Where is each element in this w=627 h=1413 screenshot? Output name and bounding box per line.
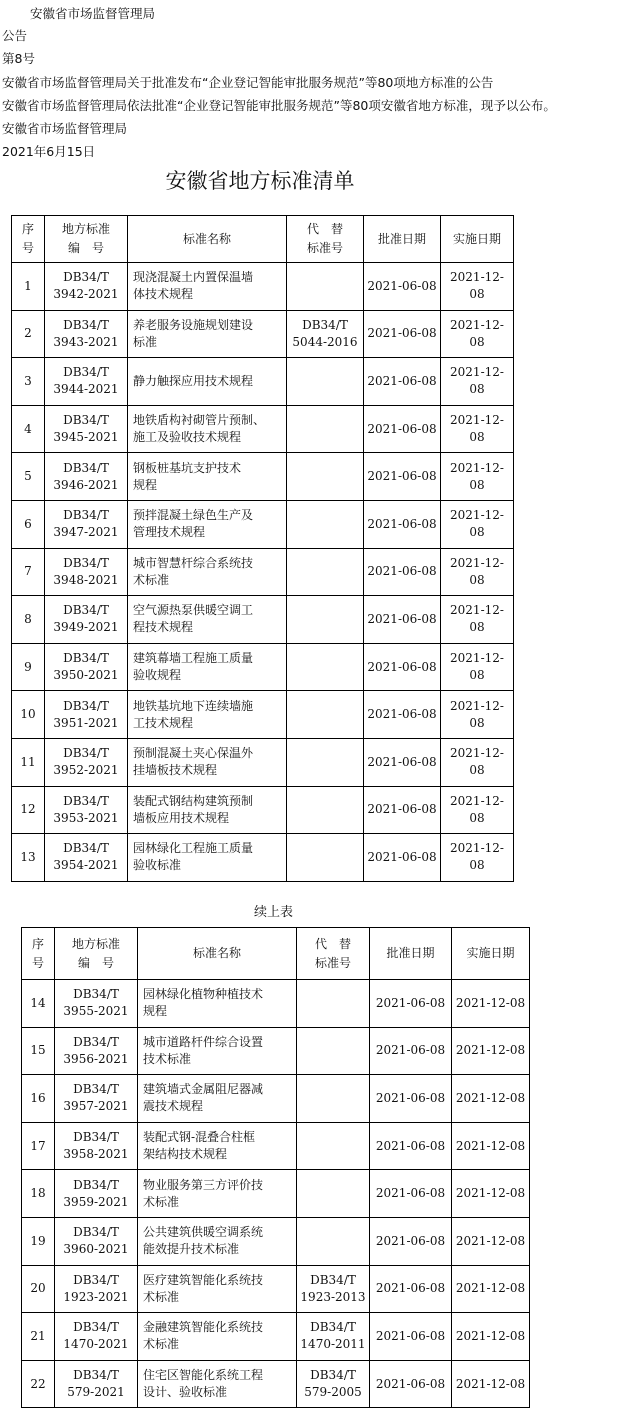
announcement-number: 第8号 [2,51,35,66]
seq-cell: 5 [12,453,45,501]
approve-date-cell: 2021-06-08 [370,1170,452,1218]
replace-cell [287,786,364,834]
seq-cell: 14 [22,980,55,1028]
table-row [22,1170,530,1218]
code-cell: DB34/T 3957-2021 [55,1075,138,1123]
effective-date-cell: 2021-12-08 [452,1170,530,1218]
code-cell: DB34/T 1923-2021 [55,1265,138,1313]
table-row [22,1313,530,1361]
approve-date-cell: 2021-06-08 [364,405,441,453]
col-replace-header: 代 替 标准号 [287,216,364,263]
name-cell: 医疗建筑智能化系统技 术标准 [138,1265,297,1313]
name-cell: 装配式钢-混叠合柱框 架结构技术规程 [138,1122,297,1170]
name-cell: 城市智慧杆综合系统技 术标准 [128,548,287,596]
announcement-heading: 安徽省市场监督管理局关于批准发布“企业登记智能审批服务规范”等80项地方标准的公告 [2,75,494,90]
table-row [12,453,514,501]
code-cell: DB34/T 3951-2021 [45,691,128,739]
approve-date-cell: 2021-06-08 [364,738,441,786]
code-cell: DB34/T 3955-2021 [55,980,138,1028]
code-cell: DB34/T 3952-2021 [45,738,128,786]
replace-cell: DB34/T 1470-2011 [297,1313,370,1361]
replace-cell: DB34/T 5044-2016 [287,310,364,358]
name-cell: 住宅区智能化系统工程 设计、验收标准 [138,1360,297,1408]
effective-date-cell: 2021-12-08 [452,1027,530,1075]
approve-date-cell: 2021-06-08 [364,263,441,311]
approve-date-cell: 2021-06-08 [364,691,441,739]
doc-type: 公告 [2,28,28,43]
replace-cell [287,405,364,453]
name-cell: 建筑幕墙工程施工质量 验收规程 [128,643,287,691]
table-row [22,1122,530,1170]
table-row [22,980,530,1028]
effective-date-cell: 2021-12-08 [452,1075,530,1123]
name-cell: 钢板桩基坑支护技术 规程 [128,453,287,501]
col-seq-header: 序 号 [12,216,45,263]
effective-date-cell: 2021-12-08 [441,596,514,644]
approve-date-cell: 2021-06-08 [364,500,441,548]
name-cell: 现浇混凝土内置保温墙 体技术规程 [128,263,287,311]
name-cell: 静力触探应用技术规程 [128,358,287,406]
replace-cell [287,596,364,644]
seq-cell: 11 [12,738,45,786]
replace-cell: DB34/T 579-2005 [297,1360,370,1408]
seq-cell: 18 [22,1170,55,1218]
effective-date-cell: 2021-12-08 [441,358,514,406]
replace-cell [297,1217,370,1265]
seq-cell: 4 [12,405,45,453]
seq-cell: 8 [12,596,45,644]
code-cell: DB34/T 3948-2021 [45,548,128,596]
col-effective-header: 实施日期 [452,928,530,980]
effective-date-cell: 2021-12-08 [441,453,514,501]
table-header-row [22,928,530,980]
effective-date-cell: 2021-12-08 [441,786,514,834]
announcement-date: 2021年6月15日 [2,144,96,159]
code-cell: DB34/T 3944-2021 [45,358,128,406]
seq-cell: 19 [22,1217,55,1265]
replace-cell [297,1075,370,1123]
replace-cell [287,358,364,406]
code-cell: DB34/T 3956-2021 [55,1027,138,1075]
issuing-org: 安徽省市场监督管理局 [30,6,156,21]
replace-cell [287,453,364,501]
col-approve-header: 批准日期 [364,216,441,263]
effective-date-cell: 2021-12-08 [452,980,530,1028]
effective-date-cell: 2021-12-08 [452,1313,530,1361]
name-cell: 地铁盾构衬砌管片预制、 施工及验收技术规程 [128,405,287,453]
seq-cell: 15 [22,1027,55,1075]
replace-cell [297,1170,370,1218]
seq-cell: 10 [12,691,45,739]
name-cell: 地铁基坑地下连续墙施 工技术规程 [128,691,287,739]
code-cell: DB34/T 3943-2021 [45,310,128,358]
seq-cell: 6 [12,500,45,548]
effective-date-cell: 2021-12-08 [441,691,514,739]
name-cell: 金融建筑智能化系统技 术标准 [138,1313,297,1361]
name-cell: 园林绿化植物种植技术 规程 [138,980,297,1028]
effective-date-cell: 2021-12-08 [452,1265,530,1313]
seq-cell: 22 [22,1360,55,1408]
seq-cell: 12 [12,786,45,834]
effective-date-cell: 2021-12-08 [441,643,514,691]
effective-date-cell: 2021-12-08 [441,834,514,882]
replace-cell [287,500,364,548]
effective-date-cell: 2021-12-08 [452,1217,530,1265]
code-cell: DB34/T 3946-2021 [45,453,128,501]
approve-date-cell: 2021-06-08 [370,1075,452,1123]
effective-date-cell: 2021-12-08 [441,738,514,786]
replace-cell [287,834,364,882]
table-row [12,834,514,882]
approve-date-cell: 2021-06-08 [364,643,441,691]
approve-date-cell: 2021-06-08 [370,1122,452,1170]
approve-date-cell: 2021-06-08 [370,1313,452,1361]
approve-date-cell: 2021-06-08 [364,786,441,834]
name-cell: 物业服务第三方评价技 术标准 [138,1170,297,1218]
col-replace-header: 代 替 标准号 [297,928,370,980]
name-cell: 空气源热泵供暖空调工 程技术规程 [128,596,287,644]
seq-cell: 21 [22,1313,55,1361]
col-code-header: 地方标准 编 号 [55,928,138,980]
seq-cell: 20 [22,1265,55,1313]
col-name-header: 标准名称 [128,216,287,263]
approve-date-cell: 2021-06-08 [370,1027,452,1075]
seq-cell: 17 [22,1122,55,1170]
seq-cell: 16 [22,1075,55,1123]
seq-cell: 13 [12,834,45,882]
table-row [12,643,514,691]
replace-cell [297,980,370,1028]
col-code-header: 地方标准 编 号 [45,216,128,263]
replace-cell [297,1122,370,1170]
approve-date-cell: 2021-06-08 [370,1217,452,1265]
effective-date-cell: 2021-12-08 [441,310,514,358]
name-cell: 园林绿化工程施工质量 验收标准 [128,834,287,882]
table-row [12,405,514,453]
table-row [22,1360,530,1408]
code-cell: DB34/T 3950-2021 [45,643,128,691]
approve-date-cell: 2021-06-08 [364,453,441,501]
code-cell: DB34/T 3960-2021 [55,1217,138,1265]
approve-date-cell: 2021-06-08 [364,310,441,358]
replace-cell [287,548,364,596]
col-effective-header: 实施日期 [441,216,514,263]
table-row [12,500,514,548]
name-cell: 公共建筑供暖空调系统 能效提升技术标准 [138,1217,297,1265]
approve-date-cell: 2021-06-08 [364,596,441,644]
table-row [12,263,514,311]
approve-date-cell: 2021-06-08 [364,834,441,882]
name-cell: 养老服务设施规划建设 标准 [128,310,287,358]
table-row [12,548,514,596]
replace-cell [287,643,364,691]
seq-cell: 2 [12,310,45,358]
effective-date-cell: 2021-12-08 [441,548,514,596]
code-cell: DB34/T 579-2021 [55,1360,138,1408]
col-seq-header: 序 号 [22,928,55,980]
table-row [12,358,514,406]
replace-cell [287,263,364,311]
approve-date-cell: 2021-06-08 [370,980,452,1028]
seq-cell: 7 [12,548,45,596]
table-row [12,596,514,644]
effective-date-cell: 2021-12-08 [441,500,514,548]
col-approve-header: 批准日期 [370,928,452,980]
table-row [22,1265,530,1313]
table-header-row [12,216,514,263]
standards-table [11,215,514,882]
effective-date-cell: 2021-12-08 [452,1122,530,1170]
replace-cell [297,1027,370,1075]
code-cell: DB34/T 3945-2021 [45,405,128,453]
name-cell: 预拌混凝土绿色生产及 管理技术规程 [128,500,287,548]
effective-date-cell: 2021-12-08 [441,405,514,453]
table-row [22,1075,530,1123]
code-cell: DB34/T 3958-2021 [55,1122,138,1170]
code-cell: DB34/T 3942-2021 [45,263,128,311]
code-cell: DB34/T 3947-2021 [45,500,128,548]
table-row [12,691,514,739]
effective-date-cell: 2021-12-08 [441,263,514,311]
standards-table-continued [21,927,530,1408]
code-cell: DB34/T 3949-2021 [45,596,128,644]
table-row [12,310,514,358]
approve-date-cell: 2021-06-08 [370,1360,452,1408]
approve-date-cell: 2021-06-08 [370,1265,452,1313]
code-cell: DB34/T 1470-2021 [55,1313,138,1361]
effective-date-cell: 2021-12-08 [452,1360,530,1408]
replace-cell [287,691,364,739]
announcement-body: 安徽省市场监督管理局依法批准“企业登记智能审批服务规范”等80项安徽省地方标准，现予以公布。 [2,98,556,113]
seq-cell: 1 [12,263,45,311]
replace-cell: DB34/T 1923-2013 [297,1265,370,1313]
name-cell: 建筑墙式金属阻尼器减 震技术规程 [138,1075,297,1123]
table-row [22,1027,530,1075]
replace-cell [287,738,364,786]
table-row [12,786,514,834]
name-cell: 城市道路杆件综合设置 技术标准 [138,1027,297,1075]
approve-date-cell: 2021-06-08 [364,358,441,406]
continued-title: 续上表 [253,905,293,920]
table-row [12,738,514,786]
code-cell: DB34/T 3953-2021 [45,786,128,834]
list-title: 安徽省地方标准清单 [165,169,355,193]
signature: 安徽省市场监督管理局 [2,121,128,136]
name-cell: 装配式钢结构建筑预制 墙板应用技术规程 [128,786,287,834]
code-cell: DB34/T 3954-2021 [45,834,128,882]
name-cell: 预制混凝土夹心保温外 挂墙板技术规程 [128,738,287,786]
seq-cell: 9 [12,643,45,691]
code-cell: DB34/T 3959-2021 [55,1170,138,1218]
approve-date-cell: 2021-06-08 [364,548,441,596]
col-name-header: 标准名称 [138,928,297,980]
table-row [22,1217,530,1265]
seq-cell: 3 [12,358,45,406]
